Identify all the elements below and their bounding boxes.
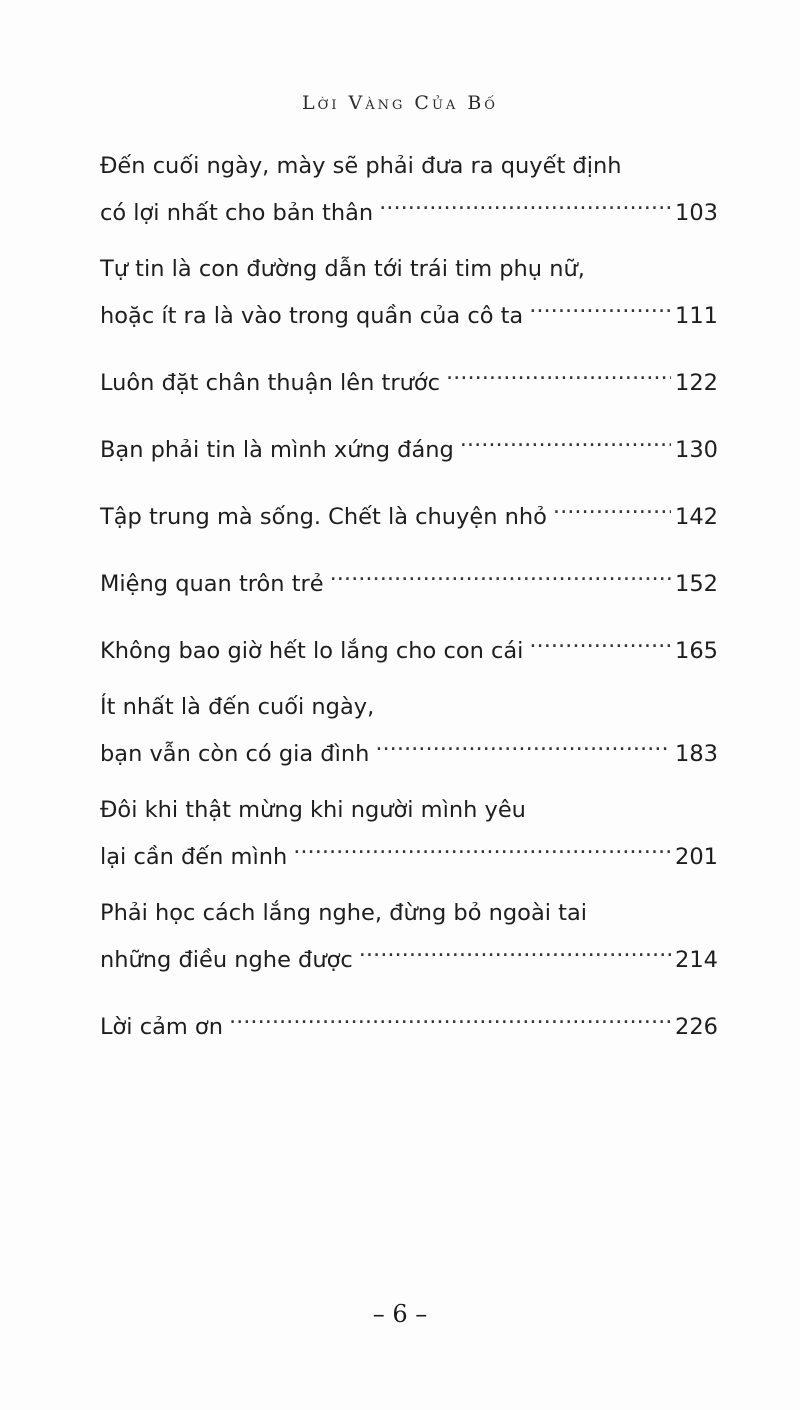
running-head: Lời Vàng Của Bố: [302, 92, 498, 114]
page-number: – 6 –: [372, 1300, 428, 1328]
toc-entry-page: 183: [675, 741, 718, 767]
dot-leader: [293, 828, 671, 864]
toc-entry: [100, 148, 718, 231]
toc-entry-last-line: [100, 354, 718, 401]
toc-entry: [100, 792, 718, 875]
toc-entry: [100, 622, 718, 669]
toc-entry-title: Lời cảm ơn: [100, 1014, 223, 1040]
dot-leader: [229, 998, 671, 1034]
dot-leader: [359, 931, 671, 967]
toc-entry-last-line: [100, 725, 718, 772]
toc-entry-last-line: [100, 998, 718, 1045]
dot-leader: [529, 622, 671, 658]
dot-leader: [379, 184, 671, 220]
toc-entry-title: Luôn đặt chân thuận lên trước: [100, 370, 440, 396]
dot-leader: [529, 287, 671, 323]
toc-entry: [100, 354, 718, 401]
toc-entry-title: bạn vẫn còn có gia đình: [100, 741, 370, 767]
toc-entry-page: 226: [675, 1014, 718, 1040]
toc-entry-page: 201: [675, 844, 718, 870]
toc-entry: [100, 421, 718, 468]
toc-entry-last-line: [100, 828, 718, 875]
toc-entry-page: 142: [675, 504, 718, 530]
table-of-contents: [100, 148, 718, 1065]
toc-entry: [100, 895, 718, 978]
toc-entry-page: 103: [675, 200, 718, 226]
toc-entry-title: Tập trung mà sống. Chết là chuyện nhỏ: [100, 504, 547, 530]
toc-entry-title: có lợi nhất cho bản thân: [100, 200, 374, 226]
toc-entry-page: 152: [675, 571, 718, 597]
toc-entry-title: Không bao giờ hết lo lắng cho con cái: [100, 638, 524, 664]
toc-entry-title: những điều nghe được: [100, 947, 353, 973]
toc-entry-last-line: [100, 555, 718, 602]
toc-entry-page: 165: [675, 638, 718, 664]
toc-entry-title: lại cần đến mình: [100, 844, 288, 870]
dot-leader: [553, 488, 671, 524]
toc-entry: [100, 689, 718, 772]
toc-entry-page: 130: [675, 437, 718, 463]
toc-entry-last-line: [100, 184, 718, 231]
toc-entry-last-line: [100, 931, 718, 978]
toc-entry-title: Miệng quan trôn trẻ: [100, 571, 324, 597]
toc-entry-title-line1: Tự tin là con đường dẫn tới trái tim phụ nữ,: [100, 256, 585, 282]
dot-leader: [375, 725, 671, 761]
toc-entry: [100, 998, 718, 1045]
toc-entry-page: 122: [675, 370, 718, 396]
toc-entry-last-line: [100, 287, 718, 334]
dot-leader: [460, 421, 671, 457]
toc-entry: [100, 251, 718, 334]
dot-leader: [330, 555, 671, 591]
toc-entry-title-line1: Phải học cách lắng nghe, đừng bỏ ngoài tai: [100, 900, 587, 926]
dot-leader: [446, 354, 671, 390]
toc-entry-title-line1: Ít nhất là đến cuối ngày,: [100, 694, 375, 720]
toc-entry-last-line: [100, 421, 718, 468]
toc-entry: [100, 555, 718, 602]
toc-entry-last-line: [100, 488, 718, 535]
toc-entry-title-line1: Đến cuối ngày, mày sẽ phải đưa ra quyết định: [100, 153, 622, 179]
toc-entry-page: 111: [675, 303, 718, 329]
toc-entry-last-line: [100, 622, 718, 669]
toc-entry-page: 214: [675, 947, 718, 973]
toc-entry: [100, 488, 718, 535]
toc-entry-title: Bạn phải tin là mình xứng đáng: [100, 437, 454, 463]
toc-entry-title-line1: Đôi khi thật mừng khi người mình yêu: [100, 797, 526, 823]
toc-entry-title: hoặc ít ra là vào trong quần của cô ta: [100, 303, 524, 329]
